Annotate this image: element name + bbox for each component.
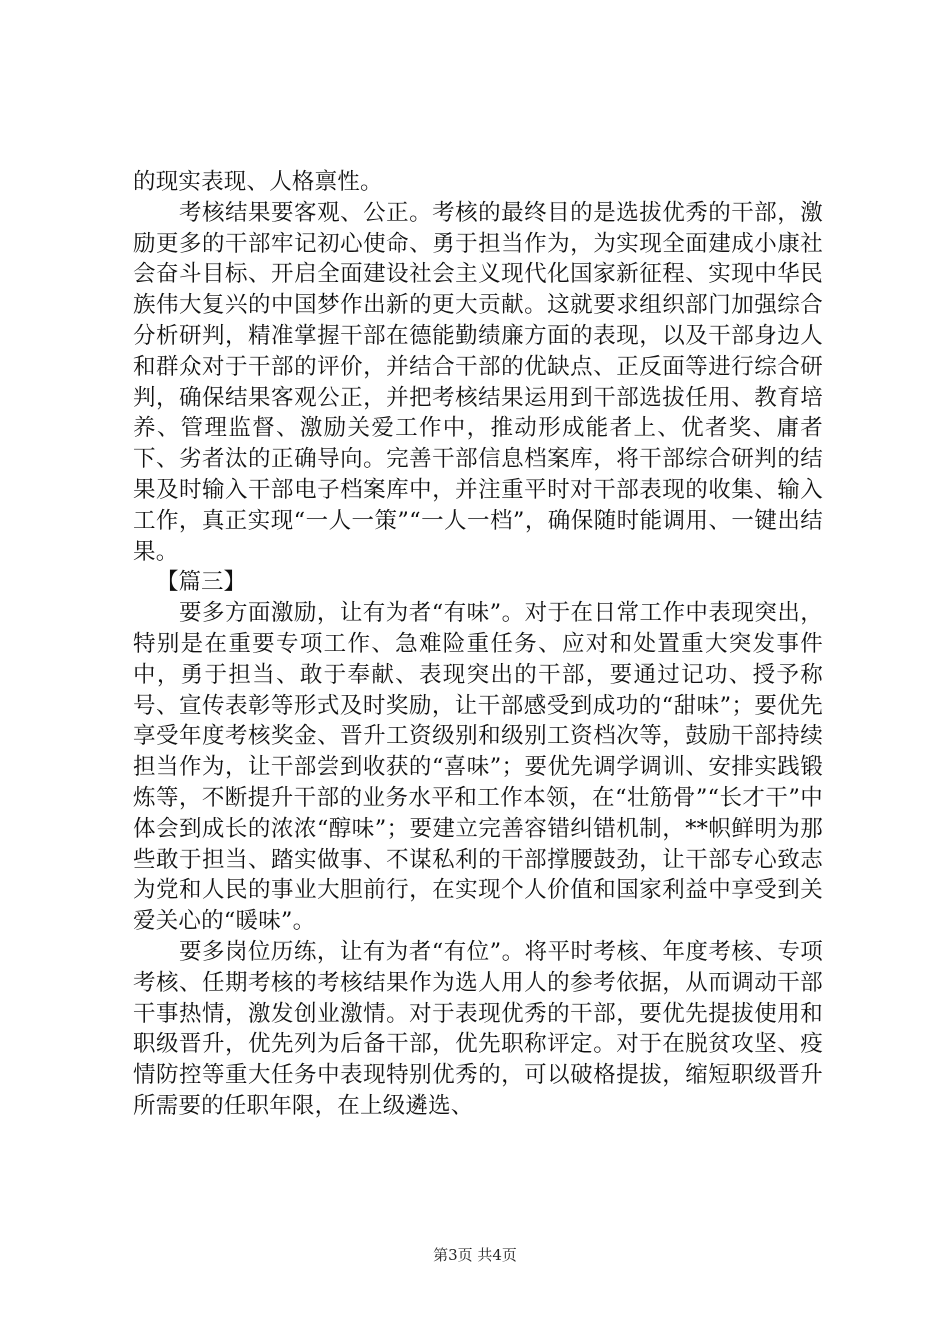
- document-body: [133, 167, 823, 1122]
- paragraph-job-rotation: 要多岗位历练，让有为者“有位”。将平时考核、年度考核、专项考核、任期考核的考核结果作为选人用人的参考依据，从而调动干部干事热情，激发创业激情。对于表现优秀的干部，要优先提拔使用和职级晋升，优先列为后备干部，优先职称评定。对于在脱贫攻坚、疫情防控等重大任务中表现特别优秀的，可以破格提拔，缩短职级晋升所需要的任职年限，在上级遴选、: [133, 938, 823, 1119]
- page-footer: 第3页 共4页: [433, 1246, 517, 1264]
- section-heading: 【篇三】: [156, 569, 247, 596]
- paragraph-continuation: 的现实表现、人格禀性。: [133, 169, 383, 195]
- paragraph-incentives: 要多方面激励，让有为者“有味”。对于在日常工作中表现突出，特别是在重要专项工作、急难险重任务、应对和处置重大突发事件中，勇于担当、敢于奉献、表现突出的干部，要通过记功、授予称号、宣传表彰等形式及时奖励，让干部感受到成功的“甜味”；要优先享受年度考核奖金、晋升工资级别和级别工资档次等，鼓励干部持续担当作为，让干部尝到收获的“喜味”；要优先调学调训、安排实践锻炼等，不断提升干部的业务水平和工作本领，在“壮筋骨”“长才干”中体会到成长的浓浓“醇味”；要建立完善容错纠错机制，**帜鲜明为那些敢于担当、踏实做事、不谋私利的干部撑腰鼓劲，让干部专心致志为党和人民的事业大胆前行，在实现个人价值和国家利益中享受到关爱关心的“暖味”。: [133, 600, 823, 935]
- paragraph-assessment-results: 考核结果要客观、公正。考核的最终目的是选拔优秀的干部，激励更多的干部牢记初心使命、勇于担当作为，为实现全面建成小康社会奋斗目标、开启全面建设社会主义现代化国家新征程、实现中华民族伟大复兴的中国梦作出新的更大贡献。这就要求组织部门加强综合分析研判，精准掌握干部在德能勤绩廉方面的表现，以及干部身边人和群众对于干部的评价，并结合干部的优缺点、正反面等进行综合研判，确保结果客观公正，并把考核结果运用到干部选拔任用、教育培养、管理监督、激励关爱工作中，推动形成能者上、优者奖、庸者下、劣者汰的正确导向。完善干部信息档案库，将干部综合研判的结果及时输入干部电子档案库中，并注重平时对干部表现的收集、输入工作，真正实现“一人一策”“一人一档”，确保随时能调用、一键出结果。: [133, 199, 823, 565]
